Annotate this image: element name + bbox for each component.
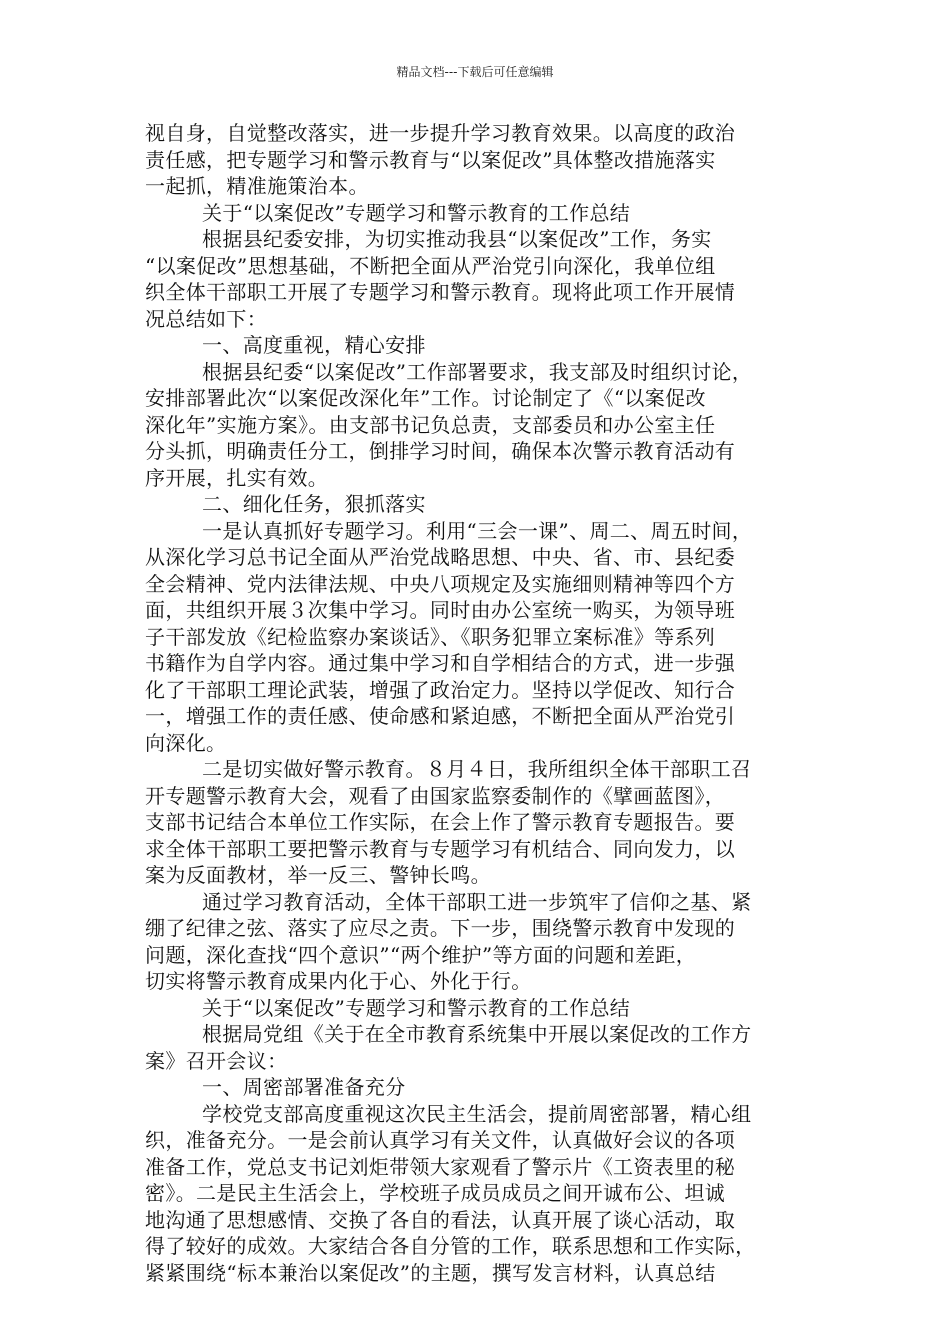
text-line: 一、周密部署准备充分	[202, 1075, 406, 1099]
text-line: 案为反面教材，举一反三、警钟长鸣。	[145, 863, 491, 887]
text-line: 子干部发放《纪检监察办案谈话》、《职务犯罪立案标准》等系列	[145, 624, 716, 649]
document-body	[145, 120, 807, 1286]
text-line: 密》。二是民主生活会上，学校班子成员成员之间开诚布公、坦诚	[145, 1181, 726, 1205]
text-line: 问题，深化查找“四个意识”“两个维护”等方面的问题和差距，	[145, 942, 697, 967]
text-line: 根据县纪委安排，为切实推动我县“以案促改”工作，务实	[202, 227, 712, 251]
text-line: 织全体干部职工开展了专题学习和警示教育。现将此项工作开展情	[145, 280, 736, 304]
text-line: 根据县纪委“以案促改”工作部署要求，我支部及时组织讨论，	[202, 359, 753, 384]
text-line: 地沟通了思想感情、交换了各自的看法，认真开展了谈心活动，取	[145, 1207, 736, 1232]
text-line: 二是切实做好警示教育。８月４日，我所组织全体干部职工召	[202, 757, 752, 781]
text-line: 向深化。	[145, 730, 227, 755]
text-line: 一起抓，精准施策治本。	[145, 174, 369, 198]
text-line: 开专题警示教育大会，观看了由国家监察委制作的《擘画蓝图》，	[145, 783, 726, 808]
text-line: 织，准备充分。一是会前认真学习有关文件，认真做好会议的各项	[145, 1128, 736, 1152]
text-line: 学校党支部高度重视这次民主生活会，提前周密部署，精心组	[202, 1101, 752, 1126]
text-line: 分头抓，明确责任分工，倒排学习时间，确保本次警示教育活动有	[145, 439, 736, 463]
text-line: 视自身，自觉整改落实，进一步提升学习教育效果。以高度的政治	[145, 121, 736, 145]
text-line: 二、细化任务，狠抓落实	[202, 492, 426, 516]
text-line: 一、高度重视，精心安排	[202, 333, 426, 357]
text-line: 从深化学习总书记全面从严治党战略思想、中央、省、市、县纪委	[145, 545, 736, 569]
text-line: 责任感，把专题学习和警示教育与“以案促改”具体整改措施落实	[145, 147, 716, 172]
text-line: 绷了纪律之弦、落实了应尽之责。下一步，围绕警示教育中发现的	[145, 916, 736, 940]
text-line: 得了较好的成效。大家结合各自分管的工作，联系思想和工作实际，	[145, 1234, 756, 1258]
text-line: 安排部署此次“以案促改深化年”工作。讨论制定了《“以案促改	[145, 386, 706, 410]
text-line: 求全体干部职工要把警示教育与专题学习有机结合、同向发力，以	[145, 836, 736, 861]
text-line: 关于“以案促改”专题学习和警示教育的工作总结	[202, 200, 631, 225]
text-line: 关于“以案促改”专题学习和警示教育的工作总结	[202, 995, 631, 1020]
text-line: “以案促改”思想基础，不断把全面从严治党引向深化，我单位组	[145, 253, 716, 278]
text-line: 紧紧围绕“标本兼治以案促改”的主题，撰写发言材料，认真总结	[145, 1260, 716, 1285]
text-line: 全会精神、党内法律法规、中央八项规定及实施细则精神等四个方	[145, 571, 736, 596]
text-line: 切实将警示教育成果内化于心、外化于行。	[145, 969, 532, 993]
text-line: 准备工作，党总支书记刘炬带领大家观看了警示片《工资表里的秘	[145, 1154, 736, 1179]
text-line: 序开展，扎实有效。	[145, 465, 329, 490]
text-line: 面，共组织开展３次集中学习。同时由办公室统一购买，为领导班	[145, 598, 736, 622]
page-header: 精品文档---下载后可任意编辑	[396, 65, 554, 79]
text-line: 一，增强工作的责任感、使命感和紧迫感，不断把全面从严治党引	[145, 704, 736, 728]
text-line: 通过学习教育活动，全体干部职工进一步筑牢了信仰之基、紧	[202, 889, 752, 914]
text-line: 一是认真抓好专题学习。利用“三会一课”、周二、周五时间，	[202, 518, 753, 543]
text-line: 根据局党组《关于在全市教育系统集中开展以案促改的工作方	[202, 1022, 752, 1046]
text-line: 化了干部职工理论武装，增强了政治定力。坚持以学促改、知行合	[145, 677, 736, 702]
text-line: 况总结如下：	[145, 306, 268, 331]
text-line: 支部书记结合本单位工作实际，在会上作了警示教育专题报告。要	[145, 810, 736, 834]
text-line: 案》召开会议：	[145, 1048, 288, 1073]
text-line: 深化年”实施方案》。由支部书记负总责，支部委员和办公室主任	[145, 412, 716, 437]
text-line: 书籍作为自学内容。通过集中学习和自学相结合的方式，进一步强	[145, 651, 736, 675]
